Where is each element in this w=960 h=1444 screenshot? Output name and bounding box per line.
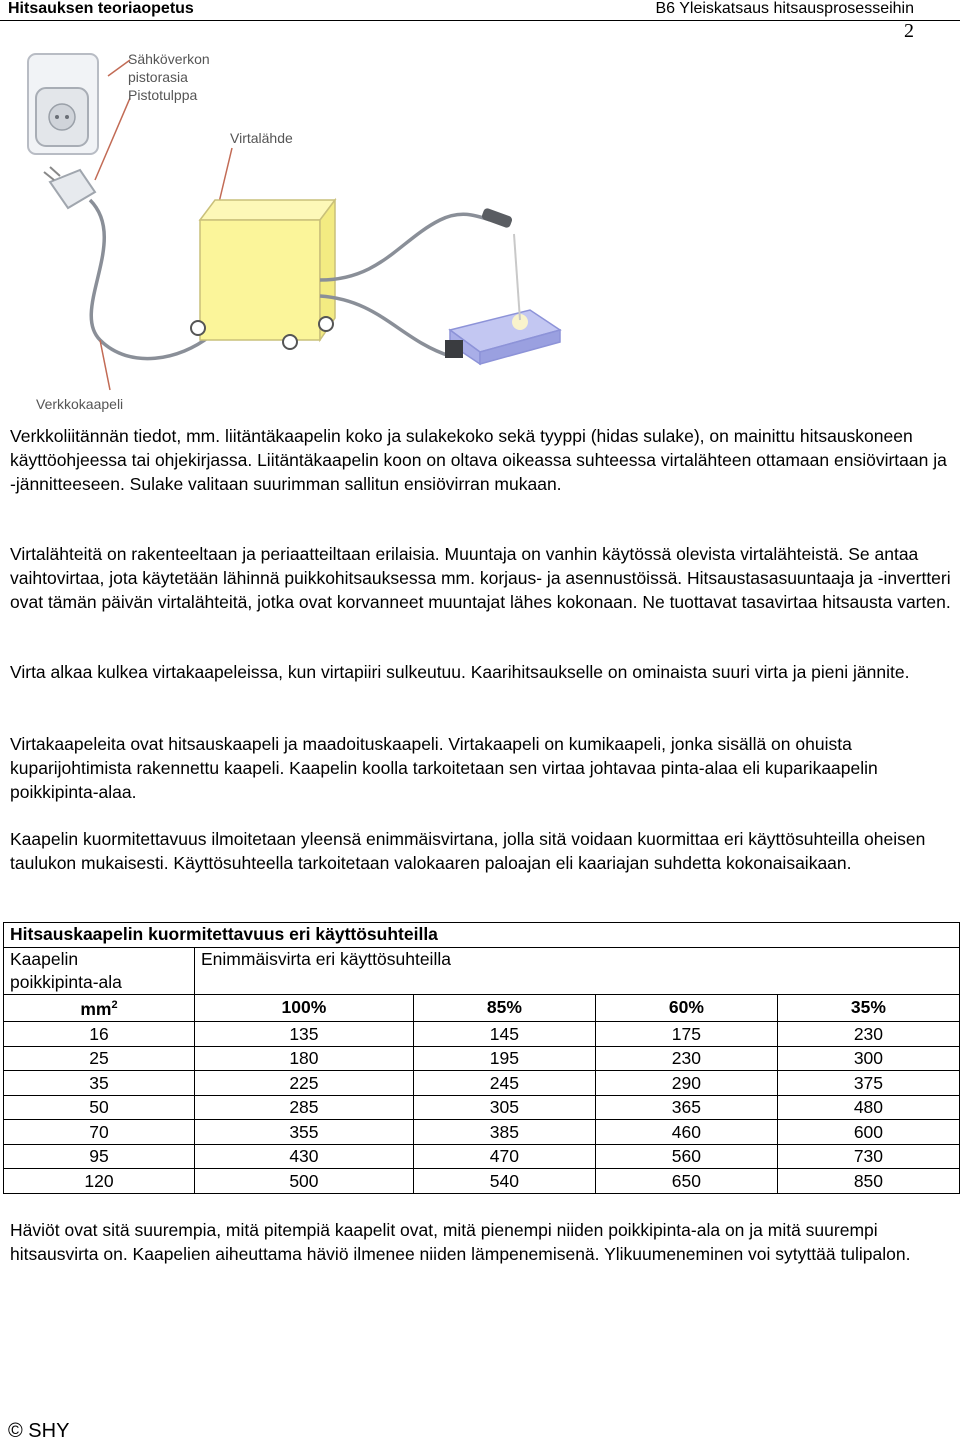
table-row: 25 180 195 230 300 — [4, 1046, 960, 1071]
label-mains-cable: Verkkokaapeli — [36, 396, 124, 412]
unit-header: $mm^2$ — [4, 994, 195, 1022]
paragraph-cable-load: Kaapelin kuormitettavuus ilmoitetaan yleensä enimmäisvirtana, jolla sitä voidaan kuormittaa eri käyttösuhteilla oheisen taulukon mukaisesti. Käyttösuhteella tarkoitetaan valokaaren paloajan eli kaariajan suhdetta kokonaisaikaan. — [10, 829, 926, 873]
table-row: 70 355 385 460 600 — [4, 1120, 960, 1145]
welding-circuit-illustration — [20, 40, 580, 418]
duty-header: 85% — [413, 994, 595, 1022]
label-socket-line1: Sähköverkon — [128, 51, 210, 67]
label-plug: Pistotulppa — [128, 87, 198, 103]
copyright-footer: © SHY — [8, 1420, 70, 1442]
duty-header: 100% — [195, 994, 414, 1022]
paragraph-power-sources: Virtalähteitä on rakenteeltaan ja periaatteiltaan erilaisia. Muuntaja on vanhin käytössä olevista virtalähteistä. Se antaa vaihtovirtaa, jota käytetään lähinnä puikkohitsauksessa mm. korjaus- ja asennustöissä. Hitsaustasasuuntaaja ja -invertteri ovat tämän päivän virtalähteitä, jotka ovat korvanneet muuntajat lähes kokonaan. Ne tuottavat tasavirtaa hitsausta varten. — [10, 544, 951, 612]
header-divider — [0, 20, 960, 21]
label-socket-line2: pistorasia — [128, 69, 188, 85]
header-left: Hitsauksen teoriaopetus — [8, 0, 194, 17]
paragraph-mains-connection: Verkkoliitännän tiedot, mm. liitäntäkaapelin koko ja sulakekoko sekä tyyppi (hidas sulake), on mainittu hitsauskoneen käyttöohjeessa tai ohjekirjassa. Liitäntäkaapelin koon on oltava oikeassa suhteessa virtalähteen ottamaan ensiövirtaan ja -jännitteeseen. Sulake valitaan suurimman sallitun ensiövirran mukaan. — [10, 426, 947, 494]
ground-cable-line — [320, 296, 450, 356]
wall-socket-icon — [28, 54, 98, 154]
table-title: Hitsauskaapelin kuormitettavuus eri käyttösuhteilla — [4, 923, 960, 948]
table-row: 50 285 305 365 480 — [4, 1095, 960, 1120]
power-source-cabinet-icon — [191, 200, 335, 349]
paragraph-current-cables: Virtakaapeleita ovat hitsauskaapeli ja maadoituskaapeli. Virtakaapeli on kumikaapeli, jonka sisällä on ohuista kuparijohtimista rakennettu kaapeli. Kaapelin koolla tarkoitetaan sen virtaa johtavaa pinta-alaa eli kuparikaapelin poikkipinta-alaa. — [10, 734, 878, 802]
label-power-source: Virtalähde — [230, 130, 293, 146]
duty-header: 60% — [595, 994, 777, 1022]
electrode-holder-icon — [481, 207, 513, 229]
welding-cable-line — [320, 214, 490, 280]
header-right: B6 Yleiskatsaus hitsausprosesseihin — [655, 0, 914, 17]
table-row: 120 500 540 650 850 — [4, 1169, 960, 1194]
col1-header: Kaapelin poikkipinta-ala — [4, 947, 195, 994]
plug-icon — [44, 167, 95, 208]
workpiece-icon — [445, 234, 560, 364]
paragraph-current-flow: Virta alkaa kulkea virtakaapeleissa, kun virtapiiri sulkeutuu. Kaarihitsaukselle on ominaista suuri virta ja pieni jännite. — [10, 662, 910, 682]
illustration-drawing — [20, 40, 580, 418]
paragraph-losses: Häviöt ovat sitä suurempia, mitä pitempiä kaapelit ovat, mitä pienempi niiden poikkipinta-ala on ja mitä suurempi hitsausvirta on. Kaapelien aiheuttama häviö ilmenee niiden lämpenemisenä. Ylikuumeneminen voi sytyttää tulipalon. — [10, 1220, 911, 1264]
table-row: 16 135 145 175 230 — [4, 1022, 960, 1047]
group-header: Enimmäisvirta eri käyttösuhteilla — [195, 947, 960, 994]
duty-header: 35% — [777, 994, 959, 1022]
page-number: 2 — [904, 20, 914, 42]
table-row: 35 225 245 290 375 — [4, 1071, 960, 1096]
table-row: 95 430 470 560 730 — [4, 1144, 960, 1169]
cable-load-table — [3, 922, 960, 1194]
